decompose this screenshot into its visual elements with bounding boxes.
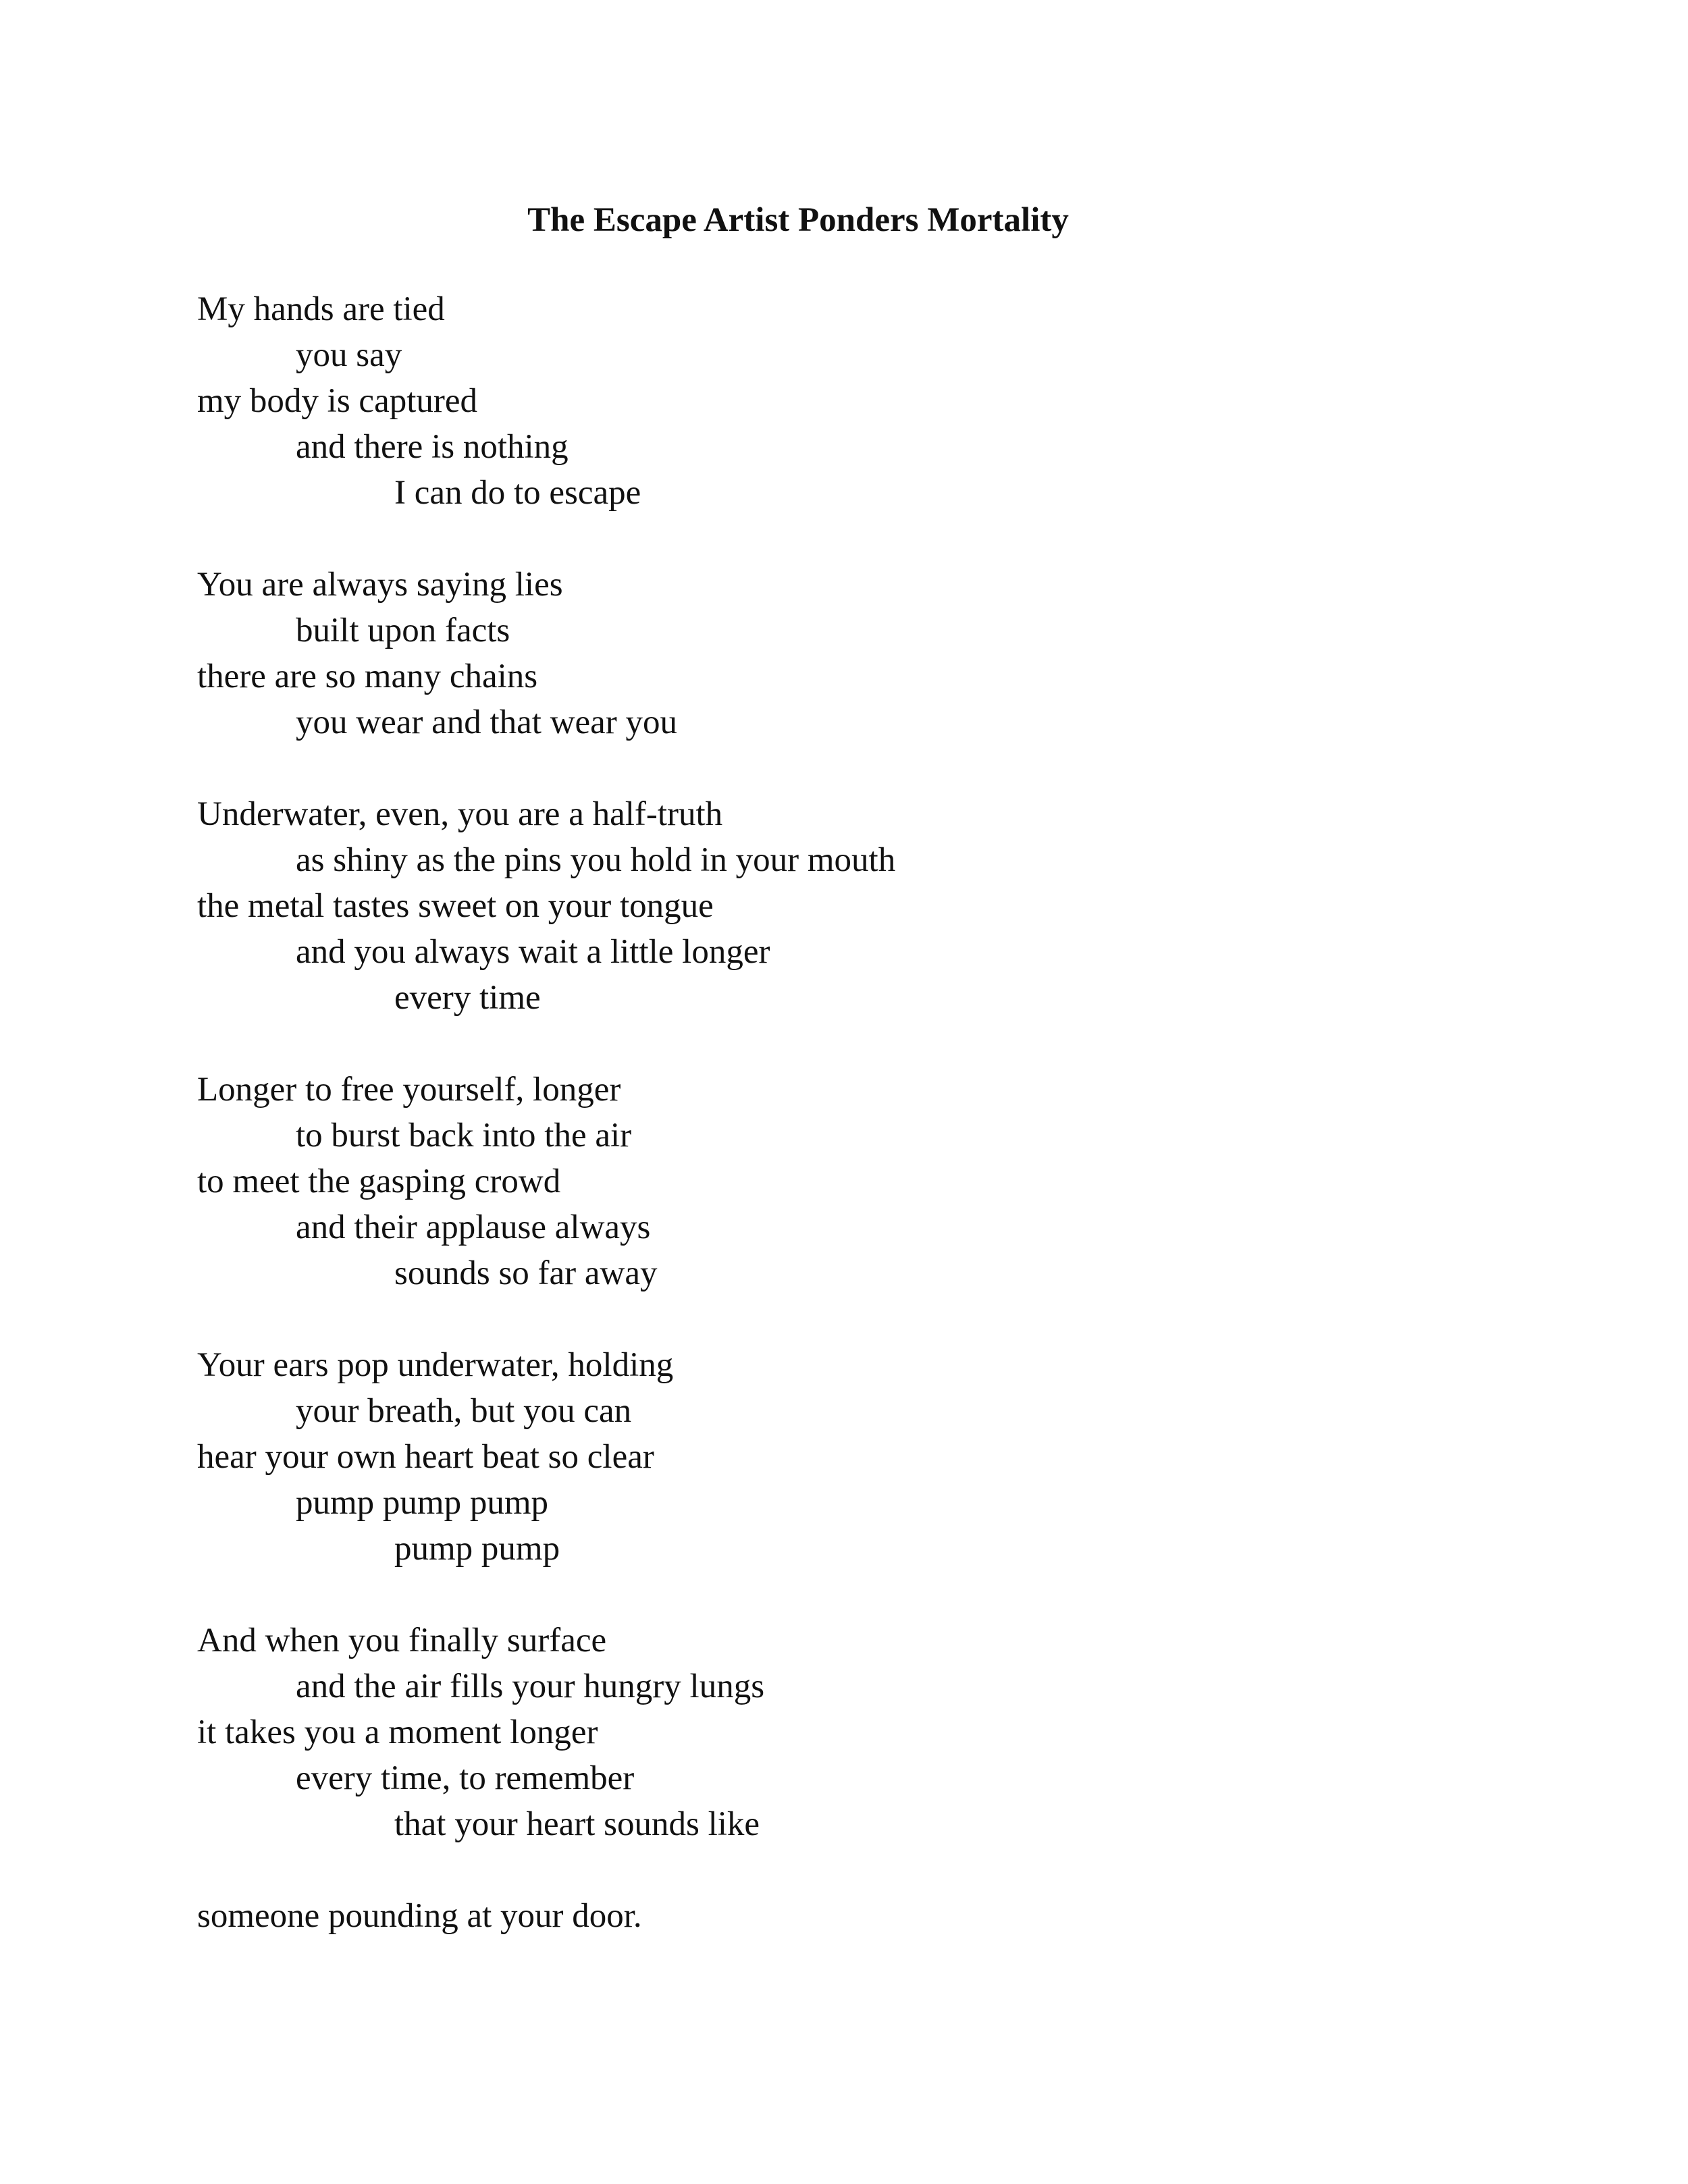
- poem-line: And when you finally surface: [197, 1622, 607, 1659]
- poem-line: to burst back into the air: [296, 1117, 632, 1154]
- poem-line: it takes you a moment longer: [197, 1713, 598, 1751]
- stanza: [197, 1893, 1548, 1939]
- poem-line: and you always wait a little longer: [296, 933, 770, 971]
- poem-line: someone pounding at your door.: [197, 1897, 642, 1935]
- poem-line: My hands are tied: [197, 290, 445, 328]
- stanza: [197, 1342, 1548, 1572]
- poem-line: you say: [296, 336, 402, 374]
- stanza: [197, 791, 1548, 1021]
- poem-line: You are always saying lies: [197, 566, 563, 604]
- poem-line: every time: [394, 979, 541, 1017]
- poem-line: as shiny as the pins you hold in your mouth: [296, 841, 896, 879]
- poem-body: [197, 286, 1548, 1985]
- poem-line: every time, to remember: [296, 1759, 635, 1797]
- poem-line: I can do to escape: [394, 474, 641, 512]
- poem-line: and their applause always: [296, 1208, 651, 1246]
- poem-line: there are so many chains: [197, 658, 538, 695]
- poem-line: and there is nothing: [296, 428, 569, 466]
- poem-line: and the air fills your hungry lungs: [296, 1668, 765, 1705]
- poem-line: you wear and that wear you: [296, 703, 678, 741]
- poem-line: sounds so far away: [394, 1254, 658, 1292]
- poem-line: to meet the gasping crowd: [197, 1163, 561, 1200]
- poem-line: Longer to free yourself, longer: [197, 1071, 621, 1109]
- stanza: [197, 1067, 1548, 1296]
- stanza: [197, 562, 1548, 745]
- poem-line: that your heart sounds like: [394, 1805, 760, 1843]
- poem-line: pump pump: [394, 1530, 560, 1568]
- poem-line: pump pump pump: [296, 1484, 549, 1522]
- poem-line: Underwater, even, you are a half-truth: [197, 795, 723, 833]
- poem-line: built upon facts: [296, 612, 510, 649]
- poem-line: hear your own heart beat so clear: [197, 1438, 654, 1476]
- poem-title: The Escape Artist Ponders Mortality: [527, 201, 1069, 239]
- stanza: [197, 286, 1548, 516]
- stanza: [197, 1618, 1548, 1847]
- poem-line: Your ears pop underwater, holding: [197, 1346, 674, 1384]
- poem-line: your breath, but you can: [296, 1392, 632, 1430]
- poem-line: the metal tastes sweet on your tongue: [197, 887, 714, 925]
- poem-line: my body is captured: [197, 382, 477, 420]
